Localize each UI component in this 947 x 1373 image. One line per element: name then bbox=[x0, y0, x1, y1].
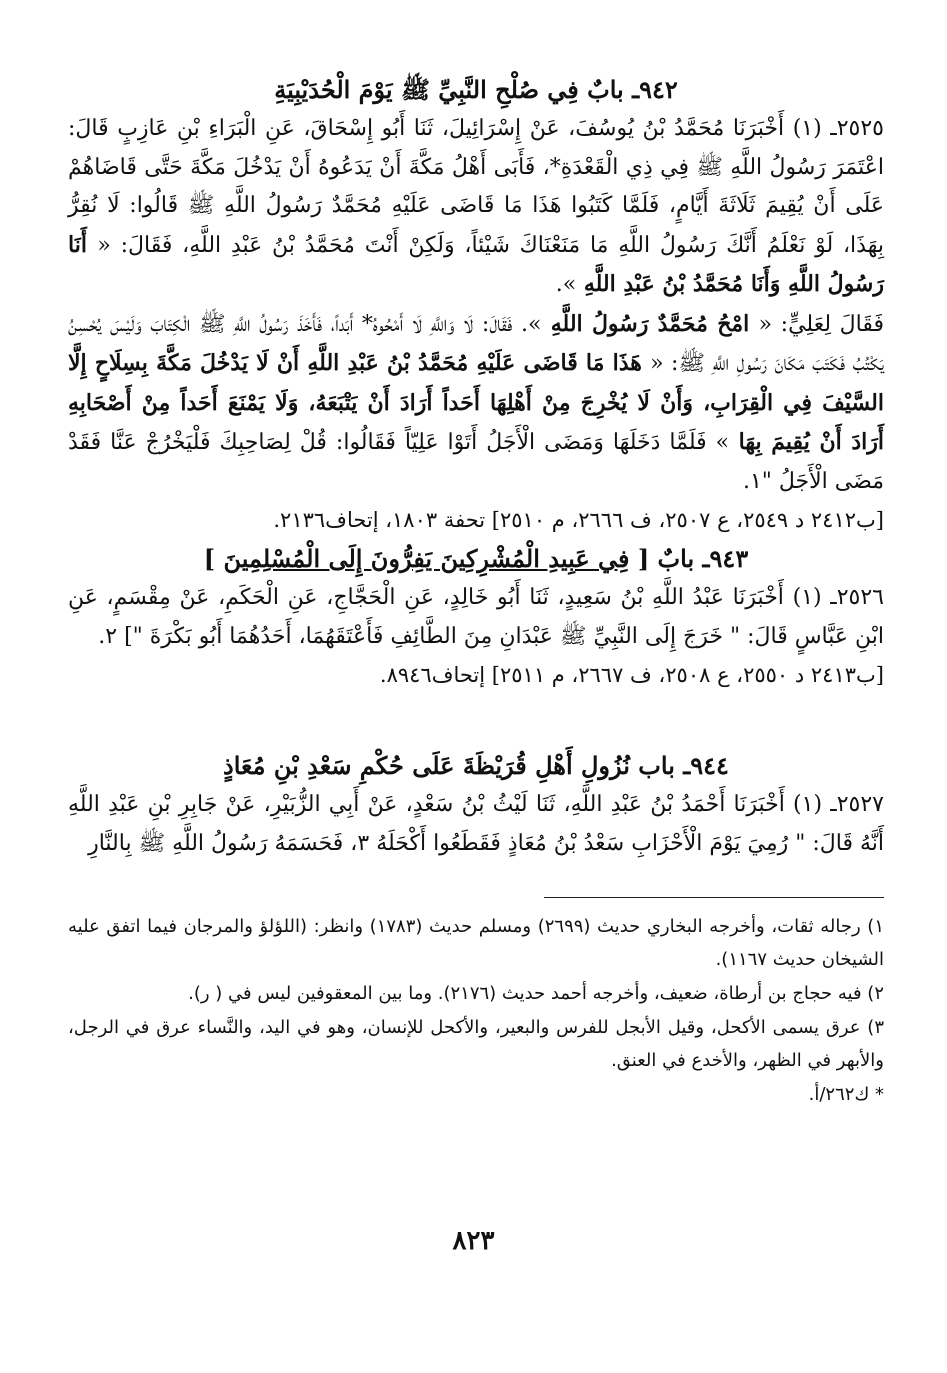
section-spacer bbox=[68, 694, 884, 746]
chapter-943-title-prefix: ٩٤٣ـ بابٌ [ bbox=[629, 544, 749, 573]
footnote-1: ١) رجاله ثقات، وأخرجه البخاري حديث (٢٦٩٩) ومسلم حديث (١٧٨٣) وانظر: (اللؤلؤ والمرجان فيما اتفق عليه الشيخان حديث ١١٦٧). bbox=[68, 916, 884, 970]
chapter-943-title bbox=[68, 539, 884, 579]
hadith-2525-reference: [ب٢٤١٢ د ٢٥٤٩، ع ٢٥٠٧، ف ٢٦٦٦، م ٢٥١٠] تحفة ١٨٠٣، إتحاف٢١٣٦. bbox=[273, 508, 884, 532]
page-body bbox=[68, 70, 884, 1112]
footnote-divider bbox=[544, 897, 884, 898]
hadith-2525-bold-3: هَذَا مَا قَاضَى عَلَيْهِ مُحَمَّدُ بْنُ عَبْدِ اللَّهِ أَنْ لَا يَدْخُلَ مَكَّةَ بِسِلَاحٍ إِلَّا السَّيْفَ فِي الْقِرَابِ، وَأَنْ لَا يُخْرِجَ مِنْ أَهْلِهَا أَحَداً أَرَادَ أَنْ يَتْبَعَهُ، وَلَا يَمْنَعَ أَحَداً مِنْ أَصْحَابِهِ أَرَادَ أَنْ يُقِيمَ بِهَا bbox=[68, 350, 884, 455]
hadith-2525-text-2: ». bbox=[555, 272, 577, 297]
hadith-2525-paragraph-2 bbox=[68, 305, 884, 502]
hadith-2525-bold-1: أَنَا رَسُولُ اللَّهِ وَأَنَا مُحَمَّدُ بْنُ عَبْدِ اللَّهِ bbox=[68, 231, 884, 297]
footnotes bbox=[68, 910, 884, 1111]
chapter-943-title-suffix: ] bbox=[203, 544, 224, 573]
footnote-4: * ك٢٦٢/أ. bbox=[808, 1084, 884, 1105]
hadith-2525-paragraph-1 bbox=[68, 110, 884, 305]
page-number: ٨٢٣ bbox=[452, 1226, 495, 1256]
chapter-943-title-inner: فِي عَبِيدِ الْمُشْرِكِينَ يَفِرُّونَ إِلَى الْمُسْلِمِينَ bbox=[223, 544, 630, 573]
hadith-2525-bold-2: امْحُ مُحَمَّدٌ رَسُولُ اللَّهِ bbox=[541, 310, 759, 337]
hadith-2527-paragraph: ٢٥٢٧ـ (١) أَخْبَرَنَا أَحْمَدُ بْنُ عَبْدِ اللَّهِ، ثَنَا لَيْثُ بْنُ سَعْدٍ، عَنْ أَبِي الزُّبَيْرِ، عَنْ جَابِرِ بْنِ عَبْدِ اللَّهِ أَنَّهُ قَالَ: " رُمِيَ يَوْمَ الْأَحْزَابِ سَعْدُ بْنُ مُعَاذٍ فَقَطَعُوا أَكْحَلَهُ ٣، فَحَسَمَهُ رَسُولُ اللَّهِ ﷺ بِالنَّارِ bbox=[68, 792, 884, 856]
hadith-2525-text-4: ». فَقَالَ: لَا وَاللَّهِ لَا أَمْحُوهُ* أَبَداً، فَأَخَذَ رَسُولُ اللَّهِ ﷺ الْكِتَابَ وَلَيْسَ يُحْسِنُ يَكْتُبُ فَكَتَبَ مَكَانَ رَسُولِ اللَّهِ ﷺ: « bbox=[68, 311, 884, 376]
hadith-2525-text-5: » فَلَمَّا دَخَلَهَا وَمَضَى الْأَجَلُ أَتَوْا عَلِيّاً فَقَالُوا: قُلْ لِصَاحِبِكَ فَلْيَخْرُجْ عَنَّا فَقَدْ مَضَى الْأَجَلُ "١. bbox=[68, 430, 884, 494]
chapter-942-title: ٩٤٢ـ بابٌ فِي صُلْحِ النَّبِيِّ ﷺ يَوْمَ الْحُدَيْبِيَةِ bbox=[274, 75, 678, 104]
hadith-2525-text-3: فَقَالَ لِعَلِيٍّ: « bbox=[758, 311, 884, 337]
hadith-2525-text-1: ٢٥٢٥ـ (١) أَخْبَرَنَا مُحَمَّدُ بْنُ يُوسُفَ، عَنْ إِسْرَائِيلَ، ثَنَا أَبُو إِسْحَاقَ، عَنِ الْبَرَاءِ بْنِ عَازِبٍ قَالَ: اعْتَمَرَ رَسُولُ اللَّهِ ﷺ فِي ذِي الْقَعْدَةِ*، فَأَبَى أَهْلُ مَكَّةَ أَنْ يَدَعُوهُ أَنْ يَدْخُلَ مَكَّةَ حَتَّى قَاضَاهُمْ عَلَى أَنْ يُقِيمَ ثَلَاثَةَ أَيَّامٍ، فَلَمَّا كَتَبُوا هَذَا مَا قَاضَى عَلَيْهِ مُحَمَّدٌ رَسُولُ اللَّهِ ﷺ قَالُوا: لَا نُقِرُّ بِهَذَا، لَوْ نَعْلَمُ أَنَّكَ رَسُولُ اللَّهِ مَا مَنَعْنَاكَ شَيْئاً، وَلَكِنْ أَنْتَ مُحَمَّدُ بْنُ عَبْدِ اللَّهِ، فَقَالَ: « bbox=[68, 116, 884, 258]
chapter-944-title: ٩٤٤ـ باب نُزُولِ أَهْلِ قُرَيْظَةَ عَلَى حُكْمِ سَعْدِ بْنِ مُعَاذٍ bbox=[223, 751, 729, 780]
hadith-2526-reference: [ب٢٤١٣ د ٢٥٥٠، ع ٢٥٠٨، ف ٢٦٦٧، م ٢٥١١] إتحاف٨٩٤٦. bbox=[379, 663, 884, 687]
hadith-2526-paragraph: ٢٥٢٦ـ (١) أَخْبَرَنَا عَبْدُ اللَّهِ بْنُ سَعِيدٍ، ثَنَا أَبُو خَالِدٍ، عَنِ الْحَجَّاجِ، عَنِ الْحَكَمِ، عَنْ مِقْسَمٍ، عَنِ ابْنِ عَبَّاسٍ قَالَ: " خَرَجَ إِلَى النَّبِيِّ ﷺ عَبْدَانِ مِنَ الطَّائِفِ فَأَعْتَقَهُمَا، أَحَدُهُمَا أَبُو بَكْرَةَ "] ٢. bbox=[68, 585, 884, 649]
footnote-2: ٢) فيه حجاج بن أرطاة، ضعيف، وأخرجه أحمد حديث (٢١٧٦). وما بين المعقوفين ليس في ( ر). bbox=[188, 983, 884, 1004]
footnote-3: ٣) عرق يسمى الأكحل، وقيل الأبجل للفرس والبعير، والأكحل للإنسان، وهو في اليد، والنَّساء عرق في الرجل، والأبهر في الظهر، والأخدع في العنق. bbox=[68, 1017, 884, 1071]
